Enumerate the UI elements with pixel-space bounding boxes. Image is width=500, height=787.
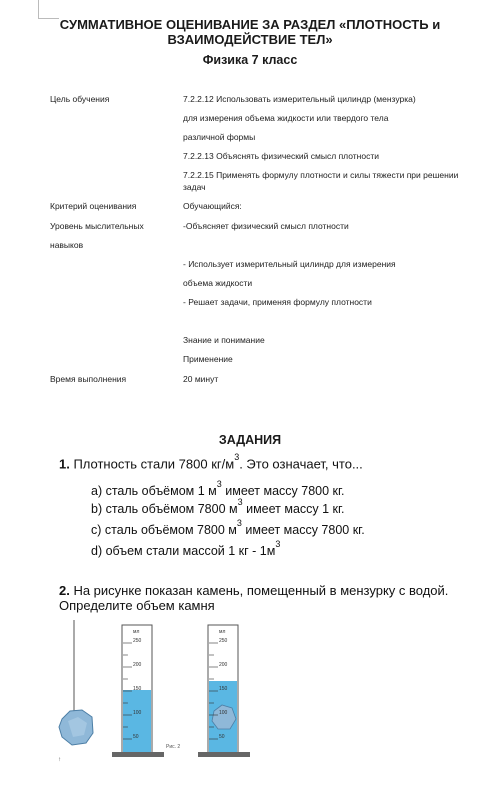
option-c (91, 518, 365, 538)
option-b (91, 497, 345, 517)
level-label-line-2: навыков (50, 240, 84, 250)
question-1 (59, 452, 363, 472)
option-text: d) объем стали массой 1 кг - 1м (91, 544, 276, 559)
option-sup: 3 (237, 497, 243, 507)
cylinder-right-base (198, 752, 250, 757)
tick-label: 100 (133, 710, 142, 716)
tick-label: 200 (133, 662, 142, 668)
goal-line: 7.2.2.15 Применять формулу плотности и силы тяжести при решении (183, 170, 459, 180)
option-text: а) сталь объёмом 1 м (91, 484, 217, 499)
criteria-label: Критерий оценивания (50, 201, 137, 211)
time-value: 20 минут (183, 374, 219, 384)
tick-label: 100 (219, 710, 228, 716)
option-text: с) сталь объёмом 7800 м (91, 523, 237, 538)
cylinder-left-water (123, 690, 151, 752)
question-2-line-2: Определите объем камня (59, 598, 215, 613)
goal-line: различной формы (183, 132, 256, 142)
question-1-text-end: . Это означает, что... (239, 456, 363, 472)
option-text-end: имеет массу 1 кг. (242, 502, 345, 517)
level-item: Применение (183, 354, 233, 364)
time-label: Время выполнения (50, 374, 127, 384)
tasks-heading: ЗАДАНИЯ (218, 433, 282, 447)
option-a (91, 479, 345, 499)
criteria-item: - Решает задачи, применяя формулу плотности (183, 297, 372, 307)
question-2 (59, 583, 448, 598)
goal-line: 7.2.2.13 Объяснять физический смысл плотности (183, 151, 379, 161)
tick-label: 150 (133, 686, 142, 692)
tick-label: 200 (219, 662, 228, 668)
svg-text:↑: ↑ (58, 757, 61, 763)
option-d (91, 539, 281, 559)
goal-line: для измерения объема жидкости или твердого тела (183, 113, 389, 123)
question-1-sup: 3 (234, 452, 240, 462)
title-line-1: СУММАТИВНОЕ ОЦЕНИВАНИЕ ЗА РАЗДЕЛ «ПЛОТНОСТЬ и (59, 17, 441, 32)
criteria-item: -Объясняет физический смысл плотности (183, 221, 349, 231)
title-line-2: ВЗАИМОДЕЙСТВИЕ ТЕЛ» (167, 32, 333, 47)
goal-line: 7.2.2.12 Использовать измерительный цилиндр (мензурка) (183, 94, 416, 104)
option-sup: 3 (275, 539, 281, 549)
question-2-line-1: На рисунке показан камень, помещенный в мензурку с водой. (69, 583, 449, 598)
cylinder-left-base (112, 752, 164, 757)
level-label-line-1: Уровень мыслительных (50, 221, 144, 231)
tick-label: 50 (133, 734, 139, 740)
goal-line: задач (183, 182, 206, 192)
page-title (0, 17, 500, 47)
question-1-number: 1. (59, 456, 70, 472)
tick-label: 250 (219, 638, 228, 644)
option-text-end: имеет массу 7800 кг. (241, 523, 365, 538)
unit-label-right: мл (219, 629, 226, 635)
tick-label: 50 (219, 734, 225, 740)
option-sup: 3 (236, 518, 242, 528)
question-2-number: 2. (59, 583, 70, 598)
criteria-value: Обучающийся: (183, 201, 242, 211)
goal-label: Цель обучения (50, 94, 110, 104)
option-text: b) сталь объёмом 7800 м (91, 502, 238, 517)
criteria-item: объема жидкости (183, 278, 253, 288)
option-text-end: имеет массу 7800 кг. (221, 484, 345, 499)
subject-title: Физика 7 класс (202, 53, 298, 67)
cylinder-figure (40, 615, 290, 765)
option-sup: 3 (216, 479, 222, 489)
tick-label: 150 (219, 686, 228, 692)
figure-caption: Рис. 2 (166, 744, 181, 750)
question-1-text: Плотность стали 7800 кг/м (69, 456, 235, 472)
tick-label: 250 (133, 638, 142, 644)
level-item: Знание и понимание (183, 335, 265, 345)
criteria-item: - Использует измерительный цилиндр для измерения (183, 259, 396, 269)
unit-label-left: мл (133, 629, 140, 635)
